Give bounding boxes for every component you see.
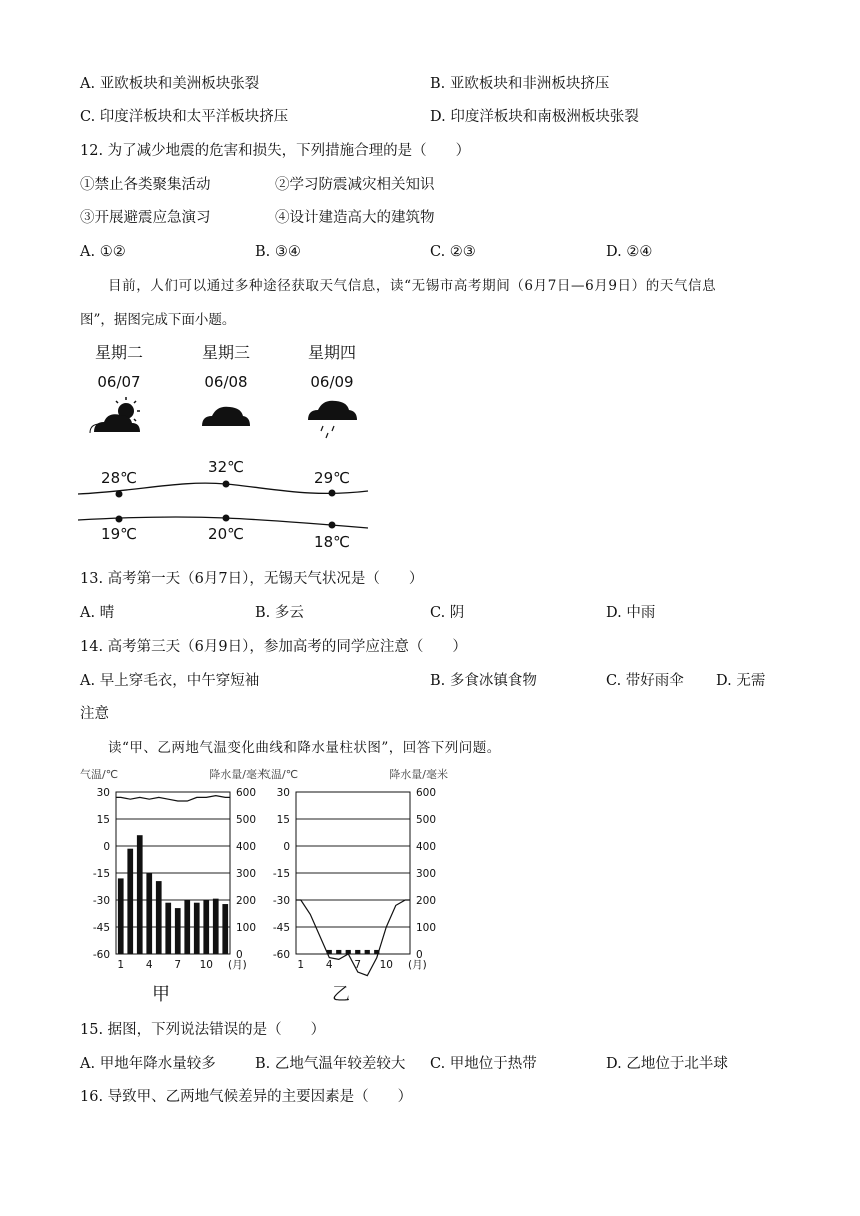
option-c[interactable]: C. 甲地位于热带	[430, 1056, 537, 1072]
temp-tick-label: -15	[272, 868, 290, 880]
y2-axis-label: 降水量/毫米	[389, 768, 448, 781]
high-temperature-label: 32℃	[208, 458, 244, 476]
low-temperature-point	[116, 516, 123, 523]
question-13-stem: 13. 高考第一天（6月7日），无锡天气状况是（ ）	[80, 571, 424, 587]
month-tick-label: 4	[325, 959, 333, 971]
option-d[interactable]: D. 印度洋板块和南极洲板块张裂	[430, 109, 639, 125]
question-14-stem: 14. 高考第三天（6月9日），参加高考的同学应注意（ ）	[80, 639, 467, 655]
precipitation-bar	[118, 878, 124, 954]
precip-tick-label: 100	[416, 922, 437, 934]
weekday-label: 星期三	[201, 343, 251, 362]
precip-tick-label: 500	[236, 814, 257, 826]
month-tick-label: 1	[297, 959, 305, 971]
precipitation-bar	[222, 904, 228, 954]
statement-3: ③开展避震应急演习	[80, 210, 211, 226]
precip-tick-label: 600	[416, 787, 437, 799]
option-b[interactable]: B. 多食冰镇食物	[430, 673, 537, 689]
high-temperature-label: 28℃	[101, 469, 137, 487]
precipitation-bar	[194, 903, 200, 954]
low-temperature-label: 20℃	[208, 525, 244, 543]
precip-tick-label: 500	[416, 814, 437, 826]
temp-tick-label: -60	[92, 949, 110, 961]
precipitation-bar	[137, 835, 143, 954]
chart-title: 乙	[332, 984, 350, 1005]
option-c[interactable]: C. 印度洋板块和太平洋板块挤压	[80, 109, 289, 125]
statement-4: ④设计建造高大的建筑物	[275, 210, 435, 226]
option-b[interactable]: B. 多云	[255, 605, 304, 621]
low-temperature-label: 18℃	[314, 533, 350, 551]
statement-2: ②学习防震减灾相关知识	[275, 177, 435, 193]
high-temperature-point	[223, 481, 230, 488]
sun-cloud-icon	[90, 397, 140, 433]
weather-intro-line2: 图”，据图完成下面小题。	[80, 312, 236, 328]
date-label: 06/07	[97, 373, 141, 391]
climate-charts	[76, 762, 450, 1008]
option-d-wrap: 注意	[80, 706, 109, 722]
statement-1: ①禁止各类聚集活动	[80, 177, 211, 193]
month-tick-label: 7	[354, 959, 362, 971]
precip-tick-label: 200	[236, 895, 257, 907]
precip-tick-label: 400	[416, 841, 437, 853]
question-16-stem: 16. 导致甲、乙两地气候差异的主要因素是（ ）	[80, 1089, 413, 1105]
x-unit-label: (月)	[408, 959, 427, 971]
precipitation-bar	[203, 900, 209, 954]
low-temperature-label: 19℃	[101, 525, 137, 543]
precip-tick-label: 600	[236, 787, 257, 799]
temp-tick-label: 30	[96, 787, 110, 799]
temp-tick-label: -30	[272, 895, 290, 907]
y-axis-label: 气温/℃	[260, 768, 299, 781]
option-d[interactable]: D. 中雨	[606, 605, 656, 621]
temp-tick-label: -45	[272, 922, 290, 934]
precipitation-bar	[336, 950, 341, 954]
temp-tick-label: 15	[276, 814, 290, 826]
precip-tick-label: 300	[236, 868, 257, 880]
option-a[interactable]: A. 甲地年降水量较多	[80, 1056, 216, 1072]
question-15-stem: 15. 据图，下列说法错误的是（ ）	[80, 1022, 326, 1038]
precipitation-bar	[146, 873, 152, 954]
date-label: 06/08	[204, 373, 248, 391]
temperature-line	[116, 796, 230, 801]
precip-tick-label: 0	[236, 949, 243, 961]
precip-tick-label: 0	[416, 949, 423, 961]
month-tick-label: 10	[199, 959, 213, 971]
temp-tick-label: 15	[96, 814, 110, 826]
precipitation-bar	[365, 950, 370, 954]
precipitation-bar	[213, 899, 219, 954]
precipitation-bar	[175, 908, 181, 954]
weekday-label: 星期四	[307, 343, 357, 362]
y-axis-label: 气温/℃	[80, 768, 119, 781]
precip-tick-label: 400	[236, 841, 257, 853]
precipitation-bar	[165, 903, 171, 954]
precipitation-bar	[355, 950, 360, 954]
cloud-icon	[202, 407, 250, 426]
rain-cloud-icon	[308, 401, 357, 438]
low-temperature-point	[329, 522, 336, 529]
temp-tick-label: -45	[92, 922, 110, 934]
temp-tick-label: -60	[272, 949, 290, 961]
option-a[interactable]: A. 亚欧板块和美洲板块张裂	[80, 76, 260, 92]
precip-tick-label: 100	[236, 922, 257, 934]
weather-figure	[70, 338, 380, 556]
option-b[interactable]: B. 乙地气温年较差较大	[255, 1056, 406, 1072]
question-12-stem: 12. 为了减少地震的危害和损失，下列措施合理的是（ ）	[80, 143, 471, 159]
option-c[interactable]: C. ②③	[430, 244, 476, 260]
option-a[interactable]: A. 早上穿毛衣，中午穿短袖	[80, 673, 260, 689]
option-d[interactable]: D. 无需	[716, 673, 766, 689]
option-d[interactable]: D. ②④	[606, 244, 653, 260]
temp-tick-label: 0	[283, 841, 290, 853]
y2-axis-label: 降水量/毫米	[209, 768, 268, 781]
climate-intro: 读“甲、乙两地气温变化曲线和降水量柱状图”，回答下列问题。	[108, 740, 501, 756]
option-a[interactable]: A. 晴	[80, 605, 115, 621]
month-tick-label: 7	[174, 959, 182, 971]
weather-intro-line1: 目前，人们可以通过多种途径获取天气信息，读“无锡市高考期间（6月7日—6月9日）的天气信息	[108, 278, 717, 294]
option-c[interactable]: C. 带好雨伞	[606, 673, 684, 689]
precipitation-bar	[156, 881, 162, 954]
chart-title: 甲	[152, 984, 170, 1005]
month-tick-label: 1	[117, 959, 125, 971]
x-unit-label: (月)	[228, 959, 247, 971]
high-temperature-point	[329, 490, 336, 497]
low-temperature-point	[223, 515, 230, 522]
option-b[interactable]: B. ③④	[255, 244, 301, 260]
weekday-label: 星期二	[94, 343, 144, 362]
temp-tick-label: -30	[92, 895, 110, 907]
precipitation-bar	[127, 849, 133, 954]
option-d[interactable]: D. 乙地位于北半球	[606, 1056, 728, 1072]
temp-tick-label: 30	[276, 787, 290, 799]
high-temperature-point	[116, 491, 123, 498]
precip-tick-label: 200	[416, 895, 437, 907]
option-b[interactable]: B. 亚欧板块和非洲板块挤压	[430, 76, 610, 92]
option-a[interactable]: A. ①②	[80, 244, 126, 260]
temp-tick-label: -15	[92, 868, 110, 880]
temp-tick-label: 0	[103, 841, 110, 853]
high-temperature-label: 29℃	[314, 469, 350, 487]
option-c[interactable]: C. 阴	[430, 605, 465, 621]
month-tick-label: 4	[145, 959, 153, 971]
precipitation-bar	[184, 900, 190, 954]
precip-tick-label: 300	[416, 868, 437, 880]
month-tick-label: 10	[379, 959, 393, 971]
date-label: 06/09	[310, 373, 354, 391]
